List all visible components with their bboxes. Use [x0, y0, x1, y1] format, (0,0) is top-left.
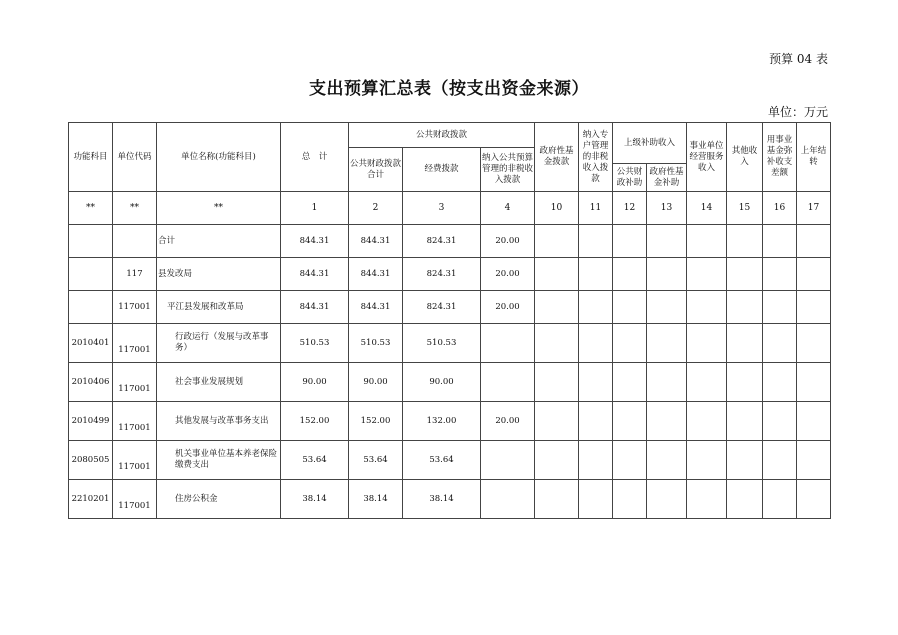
empty-cell	[763, 480, 797, 519]
empty-cell	[727, 258, 763, 291]
empty-cell	[797, 441, 831, 480]
funding-cell: 824.31	[403, 225, 481, 258]
empty-cell	[797, 291, 831, 324]
funding-cell: 824.31	[403, 291, 481, 324]
index-cell: 3	[403, 192, 481, 225]
unit-name-cell: 行政运行（发展与改革事务）	[157, 324, 281, 363]
nontax-cell: 20.00	[481, 258, 535, 291]
form-number: 预算 04 表	[769, 52, 828, 66]
funding-cell: 510.53	[403, 324, 481, 363]
funding-cell: 90.00	[403, 363, 481, 402]
col-unit-code: 单位代码	[113, 123, 157, 192]
empty-cell	[763, 225, 797, 258]
table-row	[69, 258, 831, 291]
index-cell: 10	[535, 192, 579, 225]
empty-cell	[579, 258, 613, 291]
col-reserve: 用事业基金弥补收支差额	[763, 123, 797, 192]
unit-name-cell: 其他发展与改革事务支出	[157, 402, 281, 441]
empty-cell	[579, 402, 613, 441]
empty-cell	[763, 258, 797, 291]
empty-cell	[535, 258, 579, 291]
total-cell: 152.00	[281, 402, 349, 441]
empty-cell	[613, 402, 647, 441]
total-cell: 844.31	[281, 291, 349, 324]
unit-code-cell: 117001	[113, 441, 157, 480]
col-superior-fund: 政府性基金补助	[647, 164, 687, 192]
index-cell: 2	[349, 192, 403, 225]
empty-cell	[613, 363, 647, 402]
empty-cell	[763, 402, 797, 441]
unit-name-cell: 社会事业发展规划	[157, 363, 281, 402]
empty-cell	[647, 480, 687, 519]
unit-code-cell: 117001	[113, 480, 157, 519]
empty-cell	[579, 291, 613, 324]
index-cell: 17	[797, 192, 831, 225]
empty-cell	[535, 225, 579, 258]
func-code-cell: 2010406	[69, 363, 113, 402]
empty-cell	[763, 441, 797, 480]
index-cell: 12	[613, 192, 647, 225]
col-funding: 经费拨款	[403, 148, 481, 192]
public-total-cell: 844.31	[349, 291, 403, 324]
empty-cell	[687, 291, 727, 324]
empty-cell	[687, 480, 727, 519]
index-cell: 14	[687, 192, 727, 225]
col-superior-group: 上级补助收入	[613, 123, 687, 164]
col-public-group: 公共财政拨款	[349, 123, 535, 148]
table-row	[69, 402, 831, 441]
empty-cell	[763, 363, 797, 402]
total-cell: 90.00	[281, 363, 349, 402]
func-code-cell	[69, 258, 113, 291]
nontax-cell: 20.00	[481, 225, 535, 258]
empty-cell	[797, 363, 831, 402]
index-cell: 15	[727, 192, 763, 225]
total-cell: 53.64	[281, 441, 349, 480]
public-total-cell: 844.31	[349, 225, 403, 258]
empty-cell	[613, 225, 647, 258]
index-cell: **	[157, 192, 281, 225]
empty-cell	[687, 225, 727, 258]
empty-cell	[535, 441, 579, 480]
table-row	[69, 324, 831, 363]
unit-code-cell: 117001	[113, 402, 157, 441]
index-cell: 16	[763, 192, 797, 225]
unit-name-cell: 机关事业单位基本养老保险缴费支出	[157, 441, 281, 480]
empty-cell	[687, 258, 727, 291]
total-cell: 844.31	[281, 258, 349, 291]
empty-cell	[763, 291, 797, 324]
public-total-cell: 152.00	[349, 402, 403, 441]
index-cell: 1	[281, 192, 349, 225]
unit-name-cell: 合计	[157, 225, 281, 258]
empty-cell	[797, 402, 831, 441]
col-superior-public: 公共财政补助	[613, 164, 647, 192]
empty-cell	[727, 402, 763, 441]
func-code-cell: 2010499	[69, 402, 113, 441]
empty-cell	[797, 480, 831, 519]
empty-cell	[579, 225, 613, 258]
empty-cell	[687, 363, 727, 402]
table-row	[69, 291, 831, 324]
nontax-cell	[481, 363, 535, 402]
empty-cell	[579, 363, 613, 402]
col-gov-fund: 政府性基金拨款	[535, 123, 579, 192]
func-code-cell	[69, 225, 113, 258]
public-total-cell: 38.14	[349, 480, 403, 519]
empty-cell	[687, 402, 727, 441]
empty-cell	[727, 324, 763, 363]
unit-code-cell	[113, 225, 157, 258]
col-business-income: 事业单位经营服务收入	[687, 123, 727, 192]
table-row	[69, 441, 831, 480]
empty-cell	[647, 441, 687, 480]
unit-name-cell: 县发改局	[157, 258, 281, 291]
unit-name-cell: 平江县发展和改革局	[157, 291, 281, 324]
empty-cell	[535, 291, 579, 324]
public-total-cell: 53.64	[349, 441, 403, 480]
col-func-code: 功能科目	[69, 123, 113, 192]
empty-cell	[727, 441, 763, 480]
nontax-cell	[481, 324, 535, 363]
empty-cell	[797, 225, 831, 258]
unit-code-cell: 117001	[113, 363, 157, 402]
empty-cell	[727, 291, 763, 324]
empty-cell	[613, 291, 647, 324]
col-special-nontax: 纳入专户管理的非税收入拨款	[579, 123, 613, 192]
total-cell: 38.14	[281, 480, 349, 519]
funding-cell: 38.14	[403, 480, 481, 519]
funding-cell: 824.31	[403, 258, 481, 291]
table-row	[69, 225, 831, 258]
func-code-cell: 2210201	[69, 480, 113, 519]
func-code-cell	[69, 291, 113, 324]
nontax-cell: 20.00	[481, 291, 535, 324]
empty-cell	[797, 324, 831, 363]
empty-cell	[647, 225, 687, 258]
col-unit-name: 单位名称(功能科目)	[157, 123, 281, 192]
funding-cell: 53.64	[403, 441, 481, 480]
empty-cell	[727, 480, 763, 519]
nontax-cell	[481, 480, 535, 519]
empty-cell	[579, 441, 613, 480]
nontax-cell: 20.00	[481, 402, 535, 441]
empty-cell	[647, 324, 687, 363]
index-cell: 13	[647, 192, 687, 225]
col-other-income: 其他收入	[727, 123, 763, 192]
empty-cell	[535, 402, 579, 441]
public-total-cell: 90.00	[349, 363, 403, 402]
empty-cell	[727, 225, 763, 258]
public-total-cell: 844.31	[349, 258, 403, 291]
empty-cell	[613, 441, 647, 480]
empty-cell	[535, 363, 579, 402]
empty-cell	[647, 258, 687, 291]
unit-code-cell: 117	[113, 258, 157, 291]
total-cell: 510.53	[281, 324, 349, 363]
table-row	[69, 480, 831, 519]
empty-cell	[647, 363, 687, 402]
empty-cell	[579, 324, 613, 363]
funding-cell: 132.00	[403, 402, 481, 441]
budget-table	[68, 122, 831, 519]
empty-cell	[535, 324, 579, 363]
empty-cell	[613, 480, 647, 519]
unit-label: 单位：万元	[767, 105, 828, 119]
total-cell: 844.31	[281, 225, 349, 258]
index-cell: 11	[579, 192, 613, 225]
nontax-cell	[481, 441, 535, 480]
empty-cell	[647, 402, 687, 441]
index-row	[69, 192, 831, 225]
table-row	[69, 363, 831, 402]
public-total-cell: 510.53	[349, 324, 403, 363]
empty-cell	[687, 324, 727, 363]
empty-cell	[613, 258, 647, 291]
empty-cell	[727, 363, 763, 402]
func-code-cell: 2010401	[69, 324, 113, 363]
empty-cell	[647, 291, 687, 324]
empty-cell	[763, 324, 797, 363]
empty-cell	[535, 480, 579, 519]
col-total: 总 计	[281, 123, 349, 192]
index-cell: **	[113, 192, 157, 225]
col-public-total: 公共财政拨款合计	[349, 148, 403, 192]
unit-code-cell: 117001	[113, 291, 157, 324]
col-nontax: 纳入公共预算管理的非税收入拨款	[481, 148, 535, 192]
empty-cell	[579, 480, 613, 519]
unit-code-cell: 117001	[113, 324, 157, 363]
page-title: 支出预算汇总表（按支出资金来源）	[309, 79, 589, 99]
empty-cell	[797, 258, 831, 291]
func-code-cell: 2080505	[69, 441, 113, 480]
unit-name-cell: 住房公积金	[157, 480, 281, 519]
empty-cell	[687, 441, 727, 480]
col-carryover: 上年结转	[797, 123, 831, 192]
empty-cell	[613, 324, 647, 363]
index-cell: **	[69, 192, 113, 225]
index-cell: 4	[481, 192, 535, 225]
